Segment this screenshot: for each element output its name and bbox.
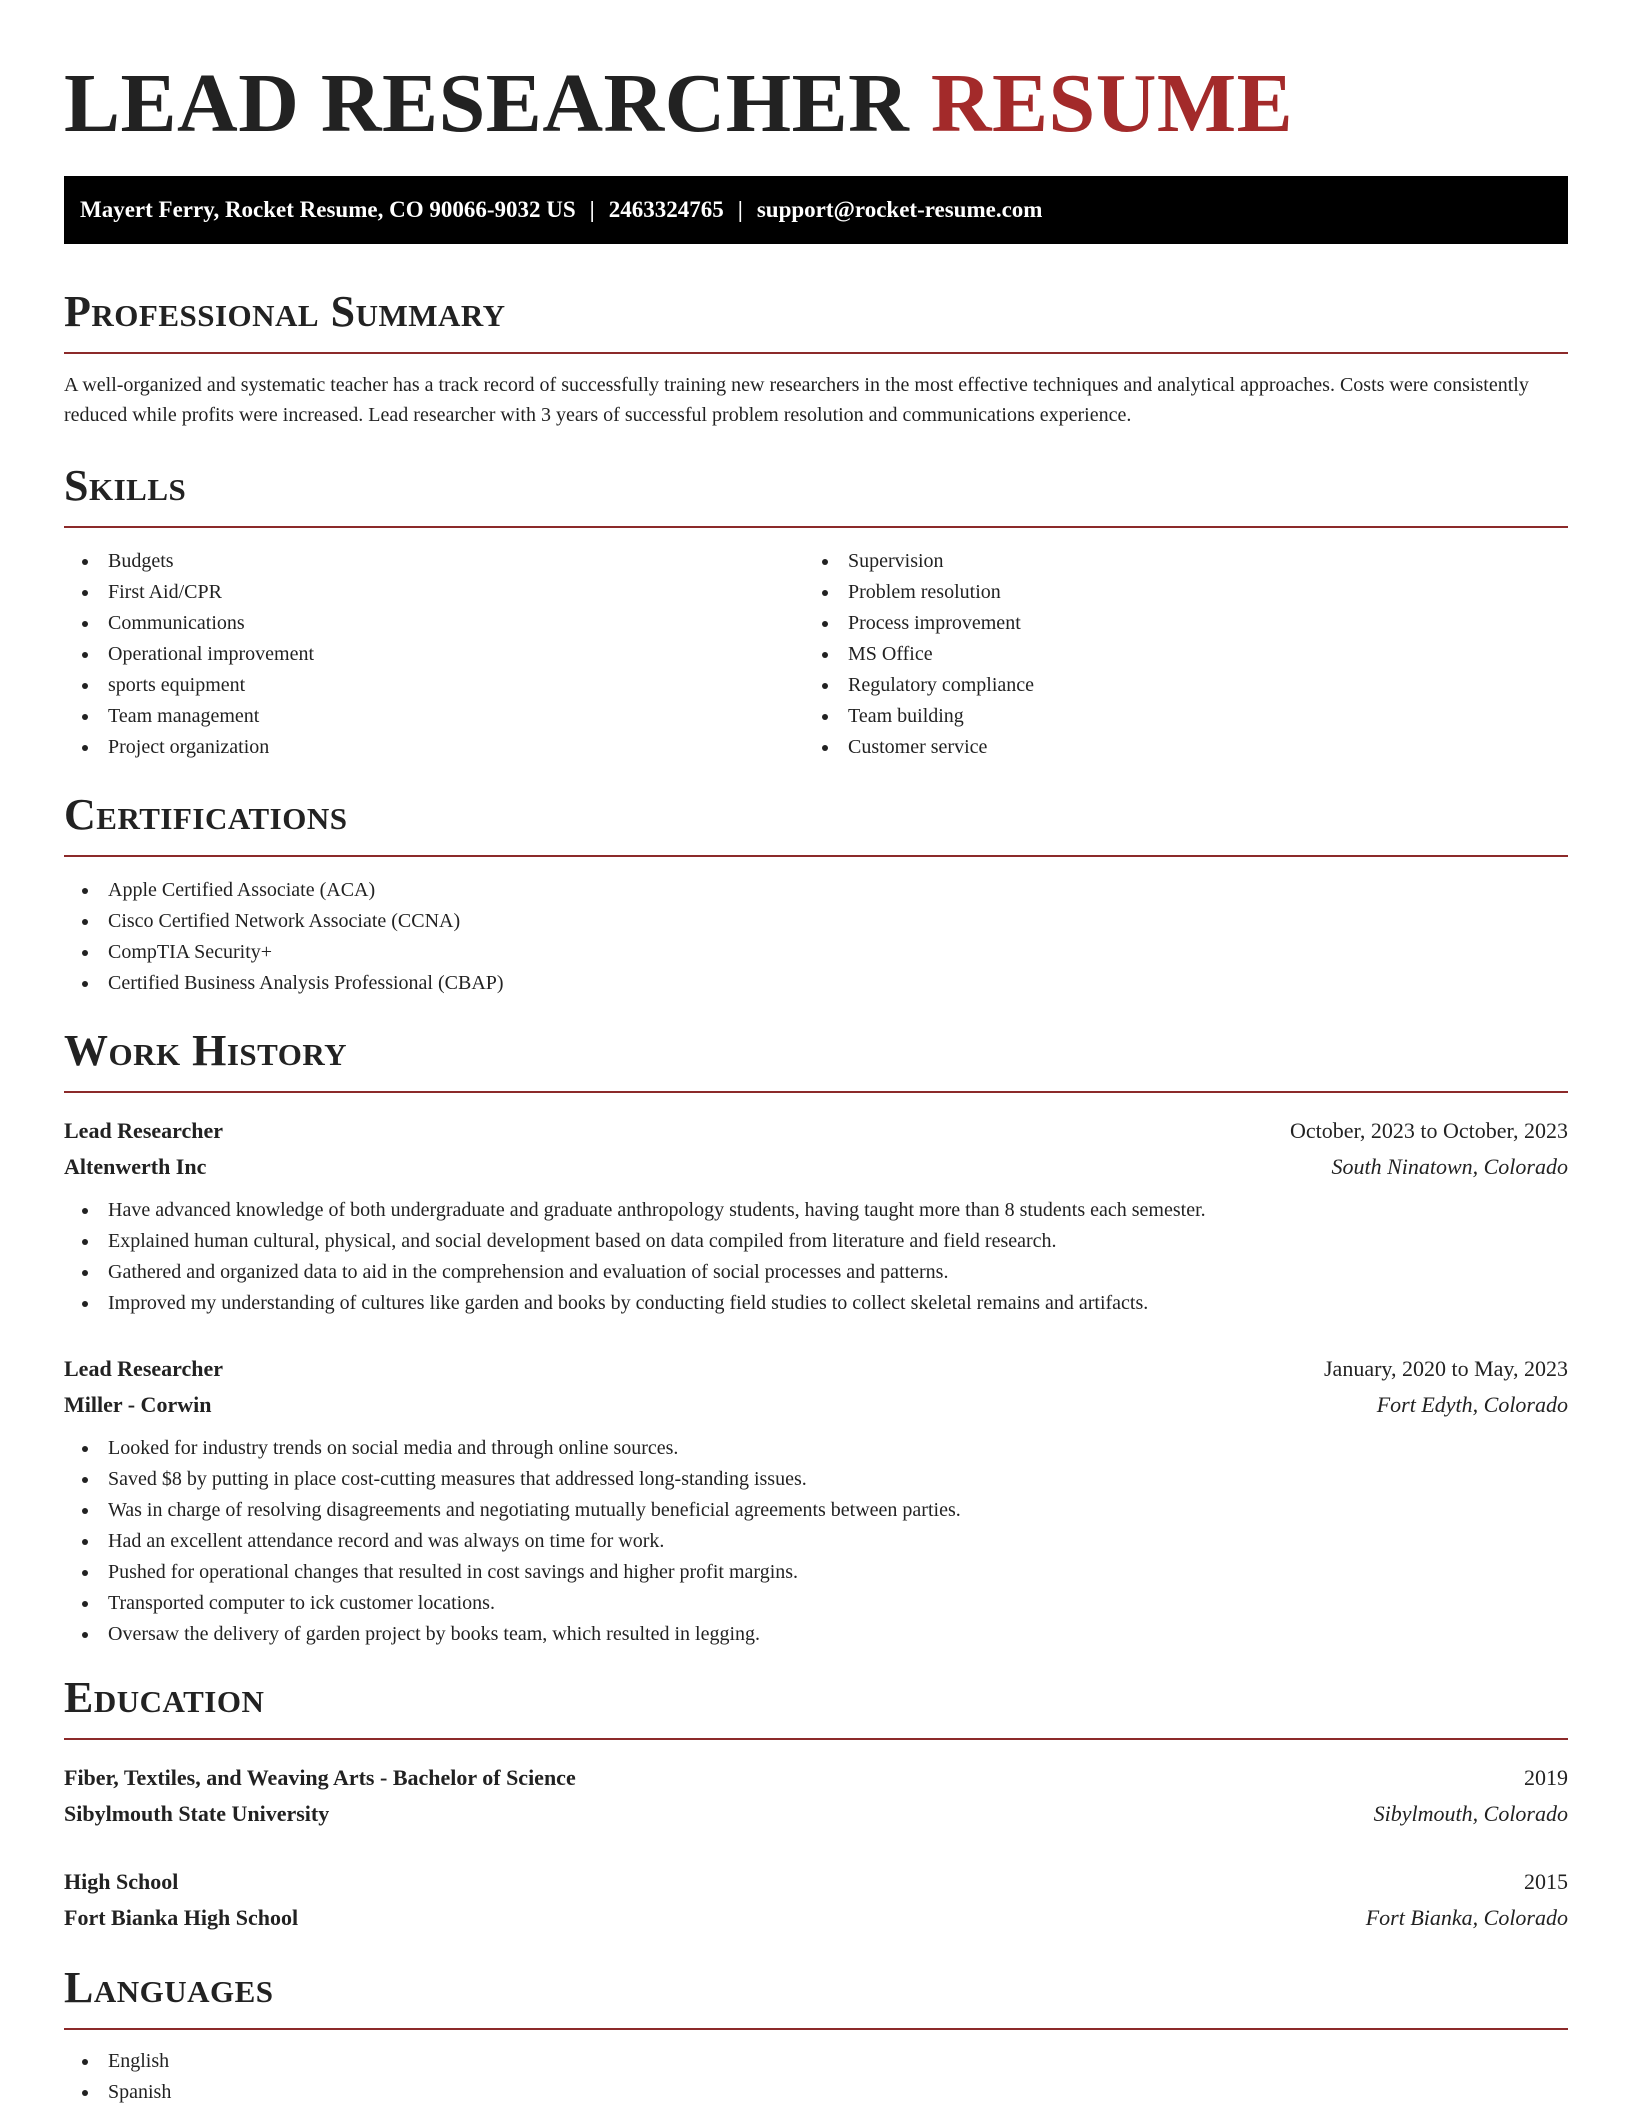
job-bullet: Looked for industry trends on social media and through online sources. bbox=[64, 1433, 1568, 1464]
job-entry bbox=[64, 1113, 1568, 1319]
job-company: Altenwerth Inc bbox=[64, 1154, 207, 1179]
skill-item: MS Office bbox=[804, 639, 1544, 670]
education-degree: High School bbox=[64, 1869, 179, 1894]
title-main: LEAD RESEARCHER bbox=[64, 57, 910, 150]
work-history-section bbox=[64, 1025, 1568, 1650]
language-item: English bbox=[64, 2046, 1568, 2077]
job-bullet: Explained human cultural, physical, and social development based on data compiled from literature and field research. bbox=[64, 1226, 1568, 1257]
summary-section bbox=[64, 286, 1568, 430]
languages-section bbox=[64, 1962, 1568, 2108]
skills-heading: Skills bbox=[64, 460, 1568, 528]
contact-phone: 2463324765 bbox=[608, 197, 724, 222]
education-location: Fort Bianka, Colorado bbox=[1365, 1905, 1568, 1930]
skill-item: Budgets bbox=[64, 546, 804, 577]
job-entry bbox=[64, 1351, 1568, 1650]
certifications-heading: Certifications bbox=[64, 789, 1568, 857]
skill-item: Project organization bbox=[64, 732, 804, 763]
title-accent: RESUME bbox=[930, 57, 1294, 150]
skills-columns bbox=[64, 546, 1568, 763]
page-title bbox=[64, 56, 1568, 152]
certifications-section bbox=[64, 789, 1568, 999]
contact-bar bbox=[64, 176, 1568, 244]
skill-item: Supervision bbox=[804, 546, 1544, 577]
job-bullet: Pushed for operational changes that resulted in cost savings and higher profit margins. bbox=[64, 1557, 1568, 1588]
education-heading: Education bbox=[64, 1672, 1568, 1740]
education-school: Sibylmouth State University bbox=[64, 1801, 330, 1826]
job-bullet: Had an excellent attendance record and was always on time for work. bbox=[64, 1526, 1568, 1557]
education-degree: Fiber, Textiles, and Weaving Arts - Bachelor of Science bbox=[64, 1765, 576, 1790]
education-school: Fort Bianka High School bbox=[64, 1905, 299, 1930]
skill-item: Operational improvement bbox=[64, 639, 804, 670]
job-company: Miller - Corwin bbox=[64, 1392, 212, 1417]
skill-item: Customer service bbox=[804, 732, 1544, 763]
skills-section bbox=[64, 460, 1568, 763]
contact-email: support@rocket-resume.com bbox=[756, 197, 1043, 222]
resume-page bbox=[64, 0, 1568, 2108]
skill-item: Communications bbox=[64, 608, 804, 639]
summary-heading: Professional Summary bbox=[64, 286, 1568, 354]
summary-text: A well-organized and systematic teacher has a track record of successfully training new researchers in the most effective techniques and analytical approaches. Costs were consistently reduced while profits were increased. Lead researcher with 3 years of successful problem resolution and communications experience. bbox=[64, 374, 1529, 426]
skill-item: Team management bbox=[64, 701, 804, 732]
job-location: Fort Edyth, Colorado bbox=[1376, 1392, 1568, 1417]
contact-separator: | bbox=[589, 197, 595, 222]
job-dates: October, 2023 to October, 2023 bbox=[1289, 1118, 1568, 1143]
job-bullet: Oversaw the delivery of garden project by books team, which resulted in legging. bbox=[64, 1619, 1568, 1650]
skills-column-left bbox=[64, 546, 804, 763]
certification-item: Cisco Certified Network Associate (CCNA) bbox=[64, 906, 1568, 937]
skill-item: Regulatory compliance bbox=[804, 670, 1544, 701]
job-title: Lead Researcher bbox=[64, 1118, 224, 1143]
certification-item: Apple Certified Associate (ACA) bbox=[64, 875, 1568, 906]
job-title: Lead Researcher bbox=[64, 1356, 224, 1381]
education-location: Sibylmouth, Colorado bbox=[1373, 1801, 1568, 1826]
skill-item: Problem resolution bbox=[804, 577, 1544, 608]
skills-column-right bbox=[804, 546, 1544, 763]
job-bullet: Transported computer to ick customer locations. bbox=[64, 1588, 1568, 1619]
job-bullet: Was in charge of resolving disagreements and negotiating mutually beneficial agreements between parties. bbox=[64, 1495, 1568, 1526]
skill-item: sports equipment bbox=[64, 670, 804, 701]
job-bullet: Improved my understanding of cultures like garden and books by conducting field studies to collect skeletal remains and artifacts. bbox=[64, 1288, 1568, 1319]
job-dates: January, 2020 to May, 2023 bbox=[1324, 1356, 1568, 1381]
certification-item: Certified Business Analysis Professional (CBAP) bbox=[64, 968, 1568, 999]
skill-item: First Aid/CPR bbox=[64, 577, 804, 608]
job-location: South Ninatown, Colorado bbox=[1331, 1154, 1568, 1179]
skill-item: Team building bbox=[804, 701, 1544, 732]
contact-address: Mayert Ferry, Rocket Resume, CO 90066-9032 US bbox=[80, 197, 576, 222]
education-entry bbox=[64, 1864, 1568, 1936]
languages-heading: Languages bbox=[64, 1962, 1568, 2030]
education-year: 2015 bbox=[1524, 1869, 1568, 1894]
certification-item: CompTIA Security+ bbox=[64, 937, 1568, 968]
job-bullet: Gathered and organized data to aid in the comprehension and evaluation of social processes and patterns. bbox=[64, 1257, 1568, 1288]
work-history-heading: Work History bbox=[64, 1025, 1568, 1093]
contact-separator: | bbox=[737, 197, 743, 222]
job-bullet: Saved $8 by putting in place cost-cutting measures that addressed long-standing issues. bbox=[64, 1464, 1568, 1495]
skill-item: Process improvement bbox=[804, 608, 1544, 639]
job-bullet: Have advanced knowledge of both undergraduate and graduate anthropology students, having taught more than 8 students each semester. bbox=[64, 1195, 1568, 1226]
education-entry bbox=[64, 1760, 1568, 1832]
education-year: 2019 bbox=[1524, 1765, 1568, 1790]
language-item: Spanish bbox=[64, 2077, 1568, 2108]
education-section bbox=[64, 1672, 1568, 1936]
